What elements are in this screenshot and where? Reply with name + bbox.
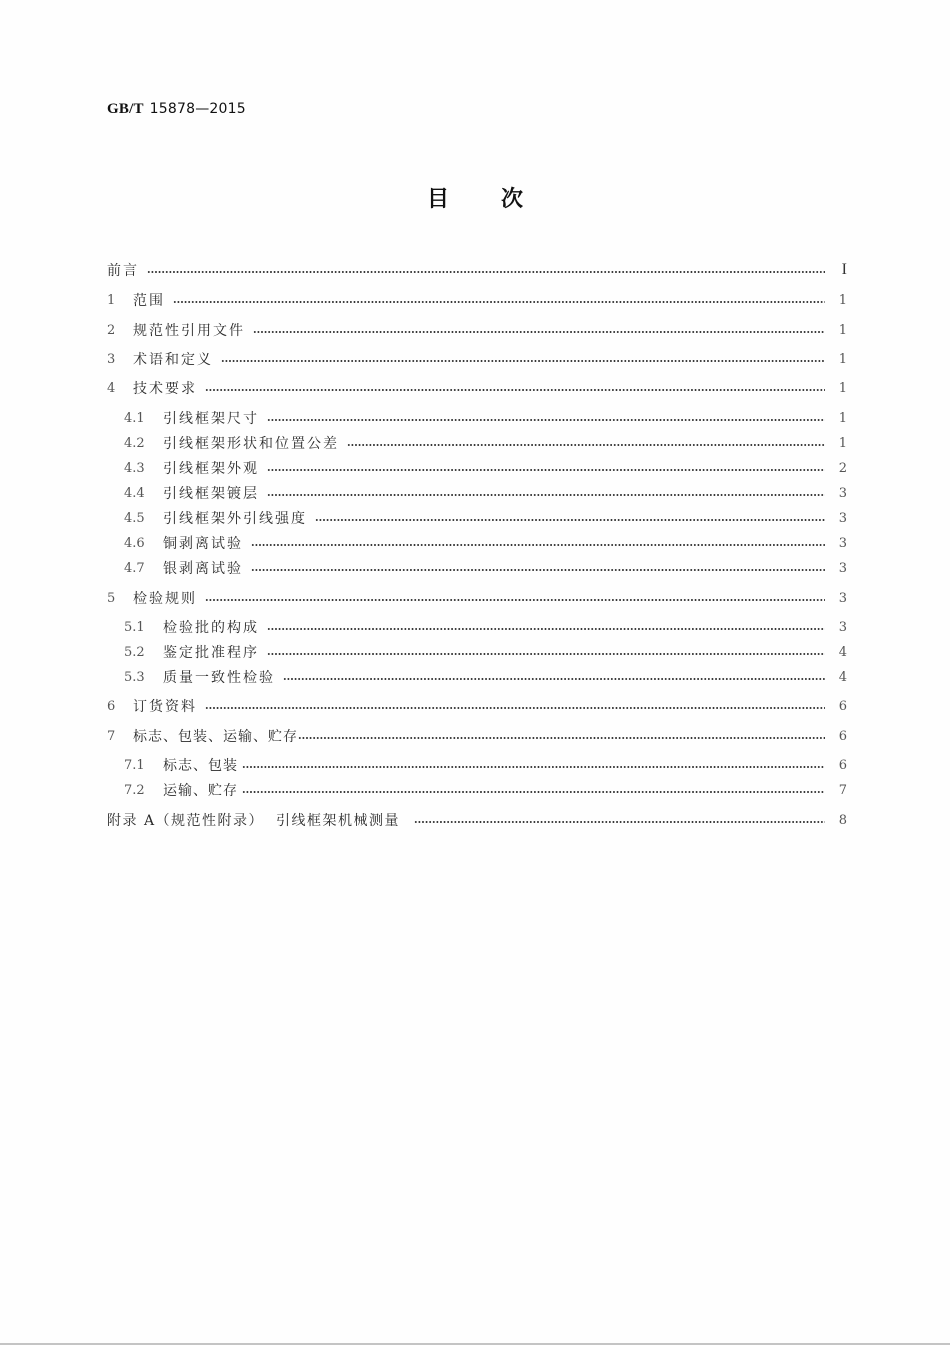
- toc-entry-label: 检验规则: [133, 591, 197, 607]
- dot-leader: [251, 569, 825, 571]
- dot-leader: [205, 599, 825, 601]
- toc-entry-number: 7: [107, 728, 116, 744]
- page-title: [0, 182, 950, 213]
- toc-entry-page: 3: [838, 485, 847, 501]
- toc-entry-foreword[interactable]: [107, 260, 847, 280]
- toc-entry-page: 3: [838, 619, 847, 635]
- standard-prefix: GB/T: [107, 101, 144, 117]
- standard-code: [107, 101, 246, 118]
- toc-entry-4-3[interactable]: [124, 458, 847, 478]
- toc-entry-number: 4.4: [124, 485, 145, 501]
- toc-entry-page: 3: [838, 590, 847, 606]
- toc-entry-page: 1: [838, 435, 847, 451]
- toc-entry-page: 7: [838, 782, 847, 798]
- toc-entry-label: 引线框架镀层: [163, 486, 259, 502]
- toc-entry-label: 引线框架形状和位置公差: [163, 436, 339, 452]
- toc-entry-label: 订货资料: [133, 699, 197, 715]
- dot-leader: [242, 766, 825, 768]
- toc-entry-label: 运输、贮存: [163, 783, 238, 799]
- toc-entry-4-4[interactable]: [124, 483, 847, 503]
- toc-entry-number: 1: [107, 292, 116, 308]
- toc-entry-page: 3: [838, 560, 847, 576]
- toc-entry-number: 4.3: [124, 460, 145, 476]
- toc-entry-number: 5.2: [124, 644, 145, 660]
- toc-entry-label: 质量一致性检验: [163, 670, 275, 686]
- toc-entry-5[interactable]: [107, 588, 847, 608]
- dot-leader: [267, 469, 825, 471]
- toc-entry-page: 6: [838, 698, 847, 714]
- dot-leader: [205, 707, 825, 709]
- dot-leader: [414, 821, 825, 823]
- dot-leader: [242, 791, 825, 793]
- toc-entry-label: 检验批的构成: [163, 620, 259, 636]
- toc-entry-number: 4.7: [124, 560, 145, 576]
- dot-leader: [221, 360, 825, 362]
- toc-entry-page: 2: [838, 460, 847, 476]
- toc-entry-annex-a[interactable]: [107, 810, 847, 830]
- dot-leader: [347, 444, 825, 446]
- toc-entry-label: 鉴定批准程序: [163, 645, 259, 661]
- toc-entry-4[interactable]: [107, 378, 847, 398]
- toc-entry-number: 5.1: [124, 619, 145, 635]
- title-char-2: 次: [501, 187, 524, 212]
- toc-entry-label: 引线框架尺寸: [163, 411, 259, 427]
- toc-entry-number: 4.1: [124, 410, 145, 426]
- toc-entry-page: 8: [838, 812, 847, 828]
- toc-entry-number: 5.3: [124, 669, 145, 685]
- toc-entry-6[interactable]: [107, 696, 847, 716]
- toc-entry-1[interactable]: [107, 290, 847, 310]
- toc-entry-label: 范围: [133, 293, 165, 309]
- toc-entry-4-1[interactable]: [124, 408, 847, 428]
- toc-entry-5-3[interactable]: [124, 667, 847, 687]
- toc-entry-label: 技术要求: [133, 381, 197, 397]
- toc-entry-7[interactable]: [107, 726, 847, 746]
- toc-entry-7-2[interactable]: [124, 780, 847, 800]
- toc-entry-page: 1: [838, 410, 847, 426]
- title-char-1: 目: [426, 187, 449, 212]
- toc-entry-number: 4.2: [124, 435, 145, 451]
- dot-leader: [298, 737, 825, 739]
- toc-entry-page: I: [841, 261, 847, 278]
- toc-entry-5-2[interactable]: [124, 642, 847, 662]
- dot-leader: [173, 301, 825, 303]
- dot-leader: [205, 389, 825, 391]
- dot-leader: [267, 494, 825, 496]
- toc-entry-label: 引线框架外引线强度: [163, 511, 307, 527]
- toc-entry-page: 1: [838, 292, 847, 308]
- toc-entry-label: 术语和定义: [133, 352, 213, 368]
- toc-entry-page: 3: [838, 510, 847, 526]
- dot-leader: [251, 544, 825, 546]
- toc-entry-label: 铜剥离试验: [163, 536, 243, 552]
- toc-entry-page: 1: [838, 380, 847, 396]
- toc-entry-4-5[interactable]: [124, 508, 847, 528]
- toc-entry-page: 1: [838, 351, 847, 367]
- dot-leader: [267, 628, 825, 630]
- dot-leader: [267, 653, 825, 655]
- toc-entry-number: 4.5: [124, 510, 145, 526]
- toc-entry-number: 2: [107, 322, 116, 338]
- dot-leader: [267, 419, 825, 421]
- toc-entry-page: 1: [838, 322, 847, 338]
- toc-entry-label: 规范性引用文件: [133, 323, 245, 339]
- toc-entry-4-2[interactable]: [124, 433, 847, 453]
- dot-leader: [283, 678, 825, 680]
- toc-entry-4-6[interactable]: [124, 533, 847, 553]
- toc-entry-page: 3: [838, 535, 847, 551]
- toc-entry-number: 7.2: [124, 782, 145, 798]
- toc-entry-label: 前言: [107, 263, 139, 279]
- dot-leader: [315, 519, 825, 521]
- toc-entry-number: 3: [107, 351, 116, 367]
- toc-entry-5-1[interactable]: [124, 617, 847, 637]
- toc-entry-number: 6: [107, 698, 116, 714]
- toc-entry-number: 4.6: [124, 535, 145, 551]
- toc-entry-page: 6: [838, 757, 847, 773]
- toc-entry-label: 引线框架外观: [163, 461, 259, 477]
- toc-entry-page: 6: [838, 728, 847, 744]
- toc-entry-number: 4: [107, 380, 116, 396]
- toc-entry-label: 附录 A（规范性附录） 引线框架机械测量: [107, 813, 400, 829]
- dot-leader: [147, 271, 825, 273]
- toc-entry-page: 4: [838, 669, 847, 685]
- toc-entry-label: 标志、包装: [163, 758, 238, 774]
- toc-entry-page: 4: [838, 644, 847, 660]
- toc-entry-4-7[interactable]: [124, 558, 847, 578]
- toc-entry-3[interactable]: [107, 349, 847, 369]
- toc-entry-label: 标志、包装、运输、贮存: [133, 729, 298, 745]
- standard-number: 15878—2015: [149, 101, 246, 117]
- toc-entry-2[interactable]: [107, 320, 847, 340]
- toc-entry-7-1[interactable]: [124, 755, 847, 775]
- toc-entry-number: 5: [107, 590, 116, 606]
- dot-leader: [253, 331, 825, 333]
- toc-entry-number: 7.1: [124, 757, 145, 773]
- toc-entry-label: 银剥离试验: [163, 561, 243, 577]
